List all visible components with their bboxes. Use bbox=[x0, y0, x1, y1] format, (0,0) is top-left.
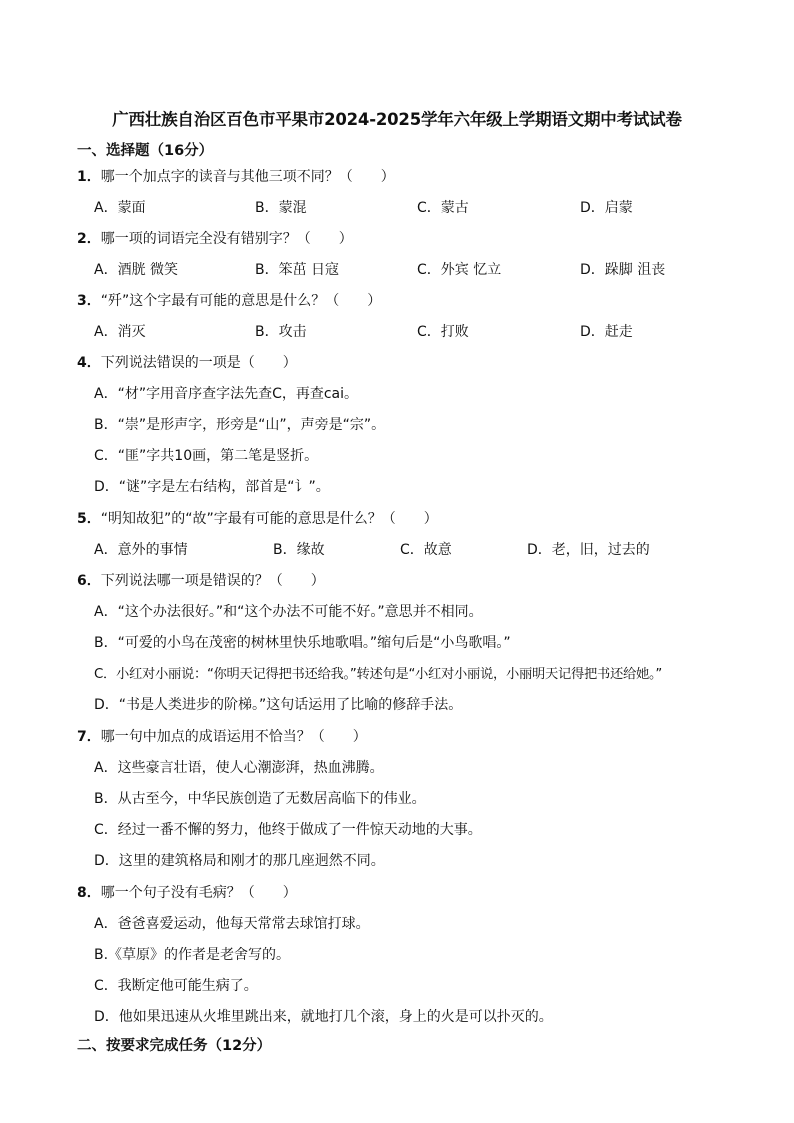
option-a[interactable]: A．爸爸喜爱运动，他每天常常去球馆打球。 bbox=[94, 916, 370, 932]
question-6 bbox=[77, 570, 325, 590]
question-number: 2． bbox=[77, 231, 101, 247]
option-b[interactable]: B．笨茁 日寇 bbox=[255, 262, 340, 278]
question-number: 4． bbox=[77, 355, 101, 371]
question-2 bbox=[77, 228, 353, 248]
question-number: 3． bbox=[77, 293, 101, 309]
option-b[interactable]: B．“可爱的小鸟在茂密的树林里快乐地歌唱。”缩句后是“小鸟歌唱。” bbox=[94, 635, 511, 651]
option-b[interactable]: B.《草原》的作者是老舍写的。 bbox=[94, 947, 291, 963]
question-number: 1． bbox=[77, 169, 101, 185]
option-c[interactable]: C．小红对小丽说：“你明天记得把书还给我。”转述句是“小红对小丽说，小丽明天记得把书还给她。” bbox=[94, 667, 662, 682]
question-text: 哪一个加点字的读音与其他三项不同？（ ） bbox=[100, 169, 395, 185]
question-text: 哪一句中加点的成语运用不恰当？（ ） bbox=[100, 729, 367, 745]
question-3 bbox=[77, 290, 381, 310]
question-number: 8． bbox=[77, 885, 101, 901]
question-text: 哪一项的词语完全没有错别字？（ ） bbox=[100, 231, 353, 247]
option-d[interactable]: D．老，旧，过去的 bbox=[527, 542, 650, 558]
option-d[interactable]: D．跺脚 沮丧 bbox=[580, 262, 666, 278]
section-heading-1: 一、选择题（16分） bbox=[77, 143, 214, 159]
option-b[interactable]: B．“崇”是形声字，形旁是“山”，声旁是“宗”。 bbox=[94, 417, 386, 433]
question-number: 5． bbox=[77, 511, 101, 527]
option-c[interactable]: C．故意 bbox=[400, 542, 452, 558]
option-b[interactable]: B．从古至今，中华民族创造了无数居高临下的伟业。 bbox=[94, 791, 426, 807]
option-a[interactable]: A．酒胱 微笑 bbox=[94, 262, 179, 278]
option-b[interactable]: B．攻击 bbox=[255, 324, 307, 340]
option-d[interactable]: D．“书是人类进步的阶梯。”这句话运用了比喻的修辞手法。 bbox=[94, 697, 463, 713]
section-heading-2: 二、按要求完成任务（12分） bbox=[77, 1038, 272, 1054]
option-c[interactable]: C．“匪”字共10画，第二笔是竖折。 bbox=[94, 448, 319, 464]
option-a[interactable]: A．“材”字用音序查字法先查C，再查cai。 bbox=[94, 386, 359, 402]
option-d[interactable]: D．他如果迅速从火堆里跳出来，就地打几个滚，身上的火是可以扑灭的。 bbox=[94, 1009, 553, 1025]
option-d[interactable]: D．赶走 bbox=[580, 324, 633, 340]
question-1 bbox=[77, 166, 395, 186]
option-a[interactable]: A．消灭 bbox=[94, 324, 146, 340]
option-a[interactable]: A．蒙面 bbox=[94, 200, 146, 216]
question-text: 下列说法哪一项是错误的？（ ） bbox=[100, 573, 325, 589]
option-c[interactable]: C．打败 bbox=[417, 324, 469, 340]
option-a[interactable]: A．“这个办法很好。”和“这个办法不可能不好。”意思并不相同。 bbox=[94, 604, 483, 620]
exam-title: 广西壮族自治区百色市平果市2024-2025学年六年级上学期语文期中考试试卷 bbox=[112, 110, 682, 129]
option-d[interactable]: D．启蒙 bbox=[580, 200, 633, 216]
options-row-1 bbox=[94, 197, 734, 217]
option-a[interactable]: A．这些豪言壮语，使人心潮澎湃，热血沸腾。 bbox=[94, 760, 384, 776]
option-c[interactable]: C．经过一番不懈的努力，他终于做成了一件惊天动地的大事。 bbox=[94, 822, 482, 838]
question-number: 6． bbox=[77, 573, 101, 589]
option-b[interactable]: B．缘故 bbox=[273, 542, 325, 558]
question-4 bbox=[77, 352, 297, 372]
question-text: 哪一个句子没有毛病？（ ） bbox=[100, 885, 297, 901]
options-row-5 bbox=[94, 539, 734, 559]
question-7 bbox=[77, 726, 367, 746]
question-5 bbox=[77, 508, 438, 528]
option-d[interactable]: D．“谜”字是左右结构，部首是“讠”。 bbox=[94, 479, 330, 495]
question-text: “明知故犯”的“故”字最有可能的意思是什么？（ ） bbox=[100, 511, 438, 527]
option-b[interactable]: B．蒙混 bbox=[255, 200, 307, 216]
question-number: 7． bbox=[77, 729, 101, 745]
option-a[interactable]: A．意外的事情 bbox=[94, 542, 188, 558]
option-c[interactable]: C．外宾 忆立 bbox=[417, 262, 502, 278]
question-8 bbox=[77, 882, 297, 902]
option-d[interactable]: D．这里的建筑格局和刚才的那几座迥然不同。 bbox=[94, 853, 385, 869]
question-text: 下列说法错误的一项是（ ） bbox=[100, 355, 297, 371]
question-text: “歼”这个字最有可能的意思是什么？（ ） bbox=[100, 293, 382, 309]
option-c[interactable]: C．蒙古 bbox=[417, 200, 469, 216]
options-row-2 bbox=[94, 259, 734, 279]
options-row-3 bbox=[94, 321, 734, 341]
option-c[interactable]: C．我断定他可能生病了。 bbox=[94, 978, 258, 994]
